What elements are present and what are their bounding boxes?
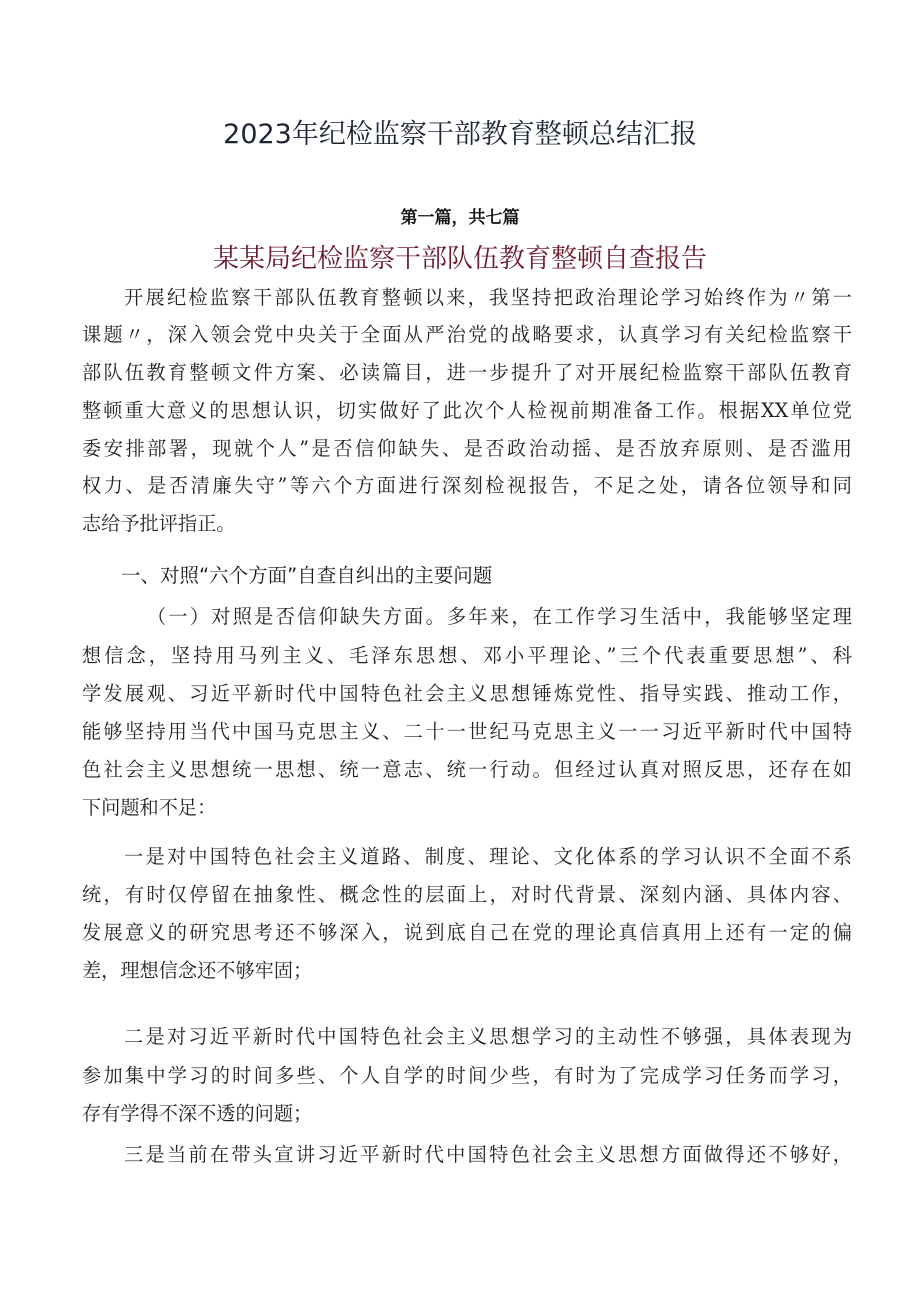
body-line: 差，理想信念还不够牢固；	[82, 959, 313, 982]
body-line: 委安排部署，现就个人”是否信仰缺失、是否政治动摇、是否放弃原则、是否滥用	[82, 437, 852, 460]
body-line: 课题〃，深入领会党中央关于全面从严治党的战略要求，认真学习有关纪检监察干	[82, 323, 852, 346]
body-line: （一）对照是否信仰缺失方面。多年来，在工作学习生活中，我能够坚定理	[147, 605, 852, 628]
body-line: 统，有时仅停留在抽象性、概念性的层面上，对时代背景、深刻内涵、具体内容、	[82, 883, 852, 906]
body-line: 志给予批评指正。	[82, 512, 236, 535]
part-label: 第一篇，共七篇	[400, 208, 520, 228]
body-line: 开展纪检监察干部队伍教育整顿以来，我坚持把政治理论学习始终作为〃第一	[124, 286, 852, 309]
body-line: 整顿重大意义的思想认识，切实做好了此次个人检视前期准备工作。根据XX单位党	[82, 399, 852, 422]
body-line: 一是对中国特色社会主义道路、制度、理论、文化体系的学习认识不全面不系	[124, 845, 852, 868]
body-line: 存有学得不深不透的问题；	[82, 1102, 313, 1125]
section-heading: 一、对照“六个方面”自查自纠出的主要问题	[121, 564, 493, 587]
body-line: 学发展观、习近平新时代中国特色社会主义思想锤炼党性、指导实践、推动工作，	[82, 682, 852, 705]
body-line: 权力、是否清廉失守”等六个方面进行深刻检视报告，不足之处，请各位领导和同	[82, 474, 852, 497]
body-line: 想信念，坚持用马列主义、毛泽东思想、邓小平理论、”三个代表重要思想”、科	[82, 644, 852, 667]
body-line: 下问题和不足：	[82, 796, 217, 819]
report-subtitle: 某某局纪检监察干部队伍教育整顿自查报告	[212, 244, 707, 274]
body-line: 能够坚持用当代中国马克思主义、二十一世纪马克思主义一一习近平新时代中国特	[82, 720, 852, 743]
body-line: 三是当前在带头宣讲习近平新时代中国特色社会主义思想方面做得还不够好，	[124, 1143, 852, 1166]
body-line: 色社会主义思想统一思想、统一意志、统一行动。但经过认真对照反思，还存在如	[82, 758, 852, 781]
body-line: 部队伍教育整顿文件方案、必读篇目，进一步提升了对开展纪检监察干部队伍教育	[82, 361, 852, 384]
body-line: 二是对习近平新时代中国特色社会主义思想学习的主动性不够强，具体表现为	[124, 1025, 852, 1048]
body-line: 发展意义的研究思考还不够深入，说到底自己在党的理论真信真用上还有一定的偏	[82, 921, 852, 944]
body-line: 参加集中学习的时间多些、个人自学的时间少些，有时为了完成学习任务而学习，	[82, 1064, 852, 1087]
document-title: 2023年纪检监察干部教育整顿总结汇报	[223, 119, 697, 150]
